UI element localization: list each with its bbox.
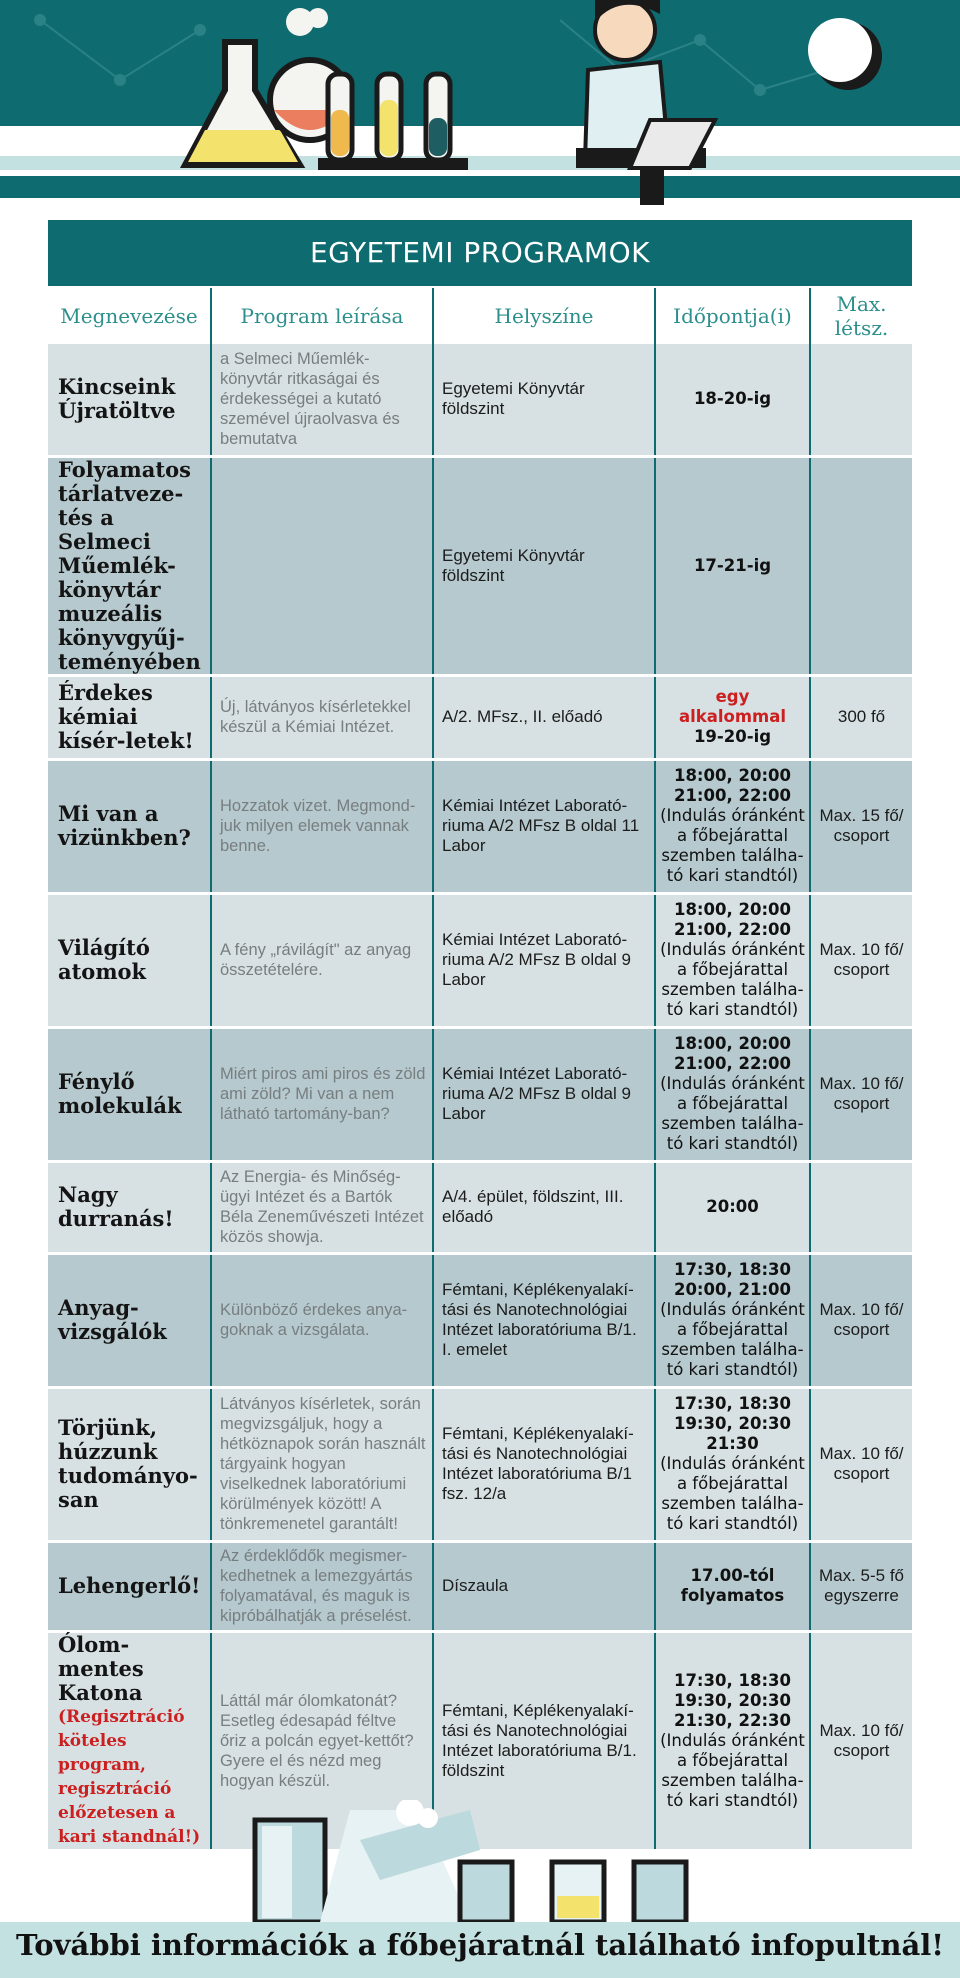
program-description: Különböző érdekes anya-goknak a vizsgálata.: [211, 1253, 433, 1387]
program-place: A/4. épület, földszint, III. előadó: [433, 1161, 655, 1253]
time-note: (Indulás óránként a főbejárattal szemben találha-tó kari standtól): [660, 1454, 805, 1533]
footer-illustration: [0, 1800, 960, 1922]
time-note: (Indulás óránként a főbejárattal szemben találha-tó kari standtól): [660, 1730, 805, 1810]
column-header-name: Megnevezése: [48, 288, 211, 344]
table-row: [48, 1027, 912, 1161]
program-time: [655, 1541, 810, 1631]
program-description: Miért piros ami piros és zöld ami zöld? Mi van a nem látható tartomány-ban?: [211, 1027, 433, 1161]
program-description: Láttál már ólomkatonát? Esetleg édesapád féltve őriz a polcán egyet-kettőt? Gyere el és nézd meg hogyan készül.: [211, 1631, 433, 1850]
program-max: Max. 10 fő/ csoport: [810, 1027, 912, 1161]
time-value: 17:30, 18:30 19:30, 20:30 21:30, 22:30: [673, 1670, 792, 1730]
time-value: 17:30, 18:30 19:30, 20:30 21:30: [673, 1394, 792, 1453]
table-header-row: [48, 288, 912, 344]
program-place: Fémtani, Képlékenyalakí-tási és Nanotechnológiai Intézet laboratóriuma B/1. I. emelet: [433, 1253, 655, 1387]
programs-table: [48, 288, 912, 1852]
column-header-description: Program leírása: [211, 288, 433, 344]
program-name-text: Ólom-mentes Katona: [58, 1631, 144, 1705]
time-value: 17:30, 18:30 20:00, 21:00: [673, 1260, 792, 1299]
table-row: [48, 759, 912, 893]
program-place: A/2. MFsz., II. előadó: [433, 675, 655, 759]
program-max: [810, 1161, 912, 1253]
program-description: A fény „rávilágít" az anyag összetételére.: [211, 893, 433, 1027]
program-description: Új, látványos kísérletekkel készül a Kémiai Intézet.: [211, 675, 433, 759]
program-place: Egyetemi Könyvtár földszint: [433, 344, 655, 456]
program-name: Érdekes kémiai kísér-letek!: [48, 675, 211, 759]
program-time: [655, 675, 810, 759]
program-name: Fénylő molekulák: [48, 1027, 211, 1161]
time-value: 17.00-tól folyamatos: [680, 1566, 785, 1605]
program-name: Anyag-vizsgálók: [48, 1253, 211, 1387]
program-place: Díszaula: [433, 1541, 655, 1631]
program-max: Max. 10 fő/ csoport: [810, 1253, 912, 1387]
time-value: 18:00, 20:00 21:00, 22:00: [673, 900, 792, 939]
program-description: Hozzatok vizet. Megmond-juk milyen elemek vannak benne.: [211, 759, 433, 893]
program-time: [655, 344, 810, 456]
program-description: [211, 456, 433, 675]
program-time: [655, 759, 810, 893]
time-note: (Indulás óránként a főbejárattal szemben találha-tó kari standtól): [660, 1300, 805, 1379]
time-note: (Indulás óránként a főbejárattal szemben találha-tó kari standtól): [660, 1074, 805, 1153]
program-name: Nagy durranás!: [48, 1161, 211, 1253]
table-row: [48, 1387, 912, 1541]
program-description: Az érdeklődők megismer-kedhetnek a lemezgyártás folyamatával, és maguk is kipróbálhatják a préselést.: [211, 1541, 433, 1631]
program-description: Látványos kísérletek, során megvizsgáljuk, hogy a hétköznapok során használt tárgyaink hogyan viselkednek laboratóriumi körülmények között! A tönkremenetel garantált!: [211, 1387, 433, 1541]
program-place: Egyetemi Könyvtár földszint: [433, 456, 655, 675]
program-time: [655, 1027, 810, 1161]
time-value: 18:00, 20:00 21:00, 22:00: [673, 766, 792, 805]
program-time: [655, 1161, 810, 1253]
program-name: Folyamatos tárlatveze-tés a Selmeci Műemlék-könyvtár muzeális könyvgyűj-teményében: [48, 456, 211, 675]
program-name: Lehengerlő!: [48, 1541, 211, 1631]
program-max: Max. 10 fő/ csoport: [810, 1387, 912, 1541]
registration-note: (Regisztráció köteles program, regisztráció előzetesen a kari standnál!): [58, 1706, 201, 1847]
table-row: [48, 893, 912, 1027]
program-name: Mi van a vizünkben?: [48, 759, 211, 893]
time-value: 20:00: [706, 1197, 759, 1216]
program-max: Max. 5-5 fő egyszerre: [810, 1541, 912, 1631]
program-place: Fémtani, Képlékenyalakí-tási és Nanotechnológiai Intézet laboratóriuma B/1 fsz. 12/a: [433, 1387, 655, 1541]
program-max: [810, 344, 912, 456]
lab-flasks-icon: [255, 1800, 480, 1922]
program-place: Kémiai Intézet Laborató-riuma A/2 MFsz B oldal 11 Labor: [433, 759, 655, 893]
program-description: a Selmeci Műemlék-könyvtár ritkaságai és érdekességei a kutató szemével újraolvasva és bemutatva: [211, 344, 433, 456]
program-max: Max. 15 fő/ csoport: [810, 759, 912, 893]
time-note-red: egy alkalommal: [678, 687, 787, 726]
program-max: 300 fő: [810, 675, 912, 759]
column-header-time: Időpontja(i): [655, 288, 810, 344]
page-title: EGYETEMI PROGRAMOK: [48, 220, 912, 286]
time-value: 18-20-ig: [693, 389, 772, 409]
program-name: Kincseink Újratöltve: [48, 344, 211, 456]
program-max: Max. 10 fő/ csoport: [810, 893, 912, 1027]
program-time: [655, 893, 810, 1027]
table-row: [48, 675, 912, 759]
program-place: Fémtani, Képlékenyalakí-tási és Nanotechnológiai Intézet laboratóriuma B/1. földszint: [433, 1631, 655, 1850]
time-note: (Indulás óránként a főbejárattal szemben találha-tó kari standtól): [660, 940, 805, 1019]
program-max: Max. 10 fő/ csoport: [810, 1631, 912, 1850]
table-row: [48, 344, 912, 456]
footer-info-text: További információk a főbejáratnál található infopultnál!: [16, 1928, 944, 1962]
test-tubes-icon: [460, 1862, 686, 1922]
table-row: [48, 1253, 912, 1387]
program-description: Az Energia- és Minőség-ügyi Intézet és a Bartók Béla Zeneművészeti Intézet közös showja.: [211, 1161, 433, 1253]
program-place: Kémiai Intézet Laborató-riuma A/2 MFsz B oldal 9 Labor: [433, 1027, 655, 1161]
program-max: [810, 456, 912, 675]
column-header-max: Max. létsz.: [810, 288, 912, 344]
table-row: [48, 1541, 912, 1631]
program-time: [655, 456, 810, 675]
program-name: Világító atomok: [48, 893, 211, 1027]
table-row: [48, 456, 912, 675]
time-note: (Indulás óránként a főbejárattal szemben találha-tó kari standtól): [660, 806, 805, 885]
program-name: Törjünk, húzzunk tudományo-san: [48, 1387, 211, 1541]
time-value: 19-20-ig: [693, 727, 772, 746]
program-time: [655, 1253, 810, 1387]
program-time: [655, 1387, 810, 1541]
program-place: Kémiai Intézet Laborató-riuma A/2 MFsz B oldal 9 Labor: [433, 893, 655, 1027]
header-illustration: [0, 0, 960, 205]
time-value: 18:00, 20:00 21:00, 22:00: [673, 1034, 792, 1073]
column-header-place: Helyszíne: [433, 288, 655, 344]
table-row: [48, 1161, 912, 1253]
time-value: 17-21-ig: [693, 555, 772, 575]
